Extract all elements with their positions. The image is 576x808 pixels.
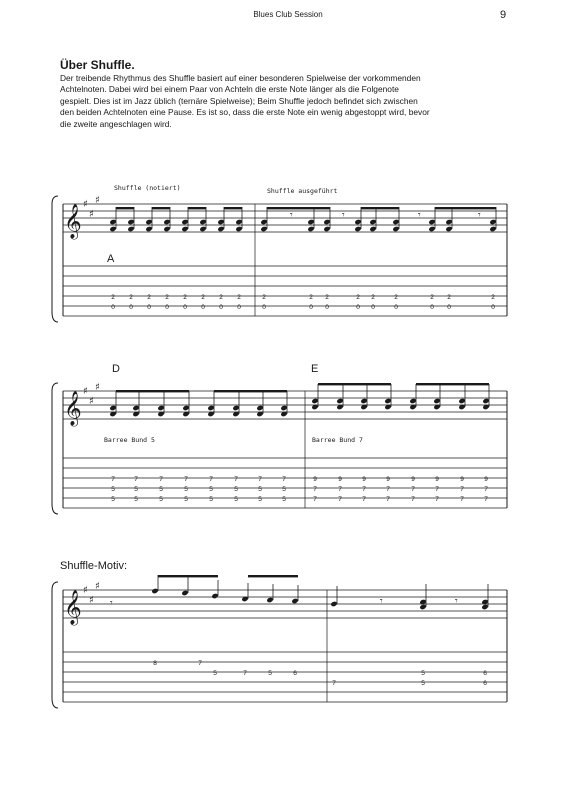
tab-number: 0 xyxy=(111,304,115,311)
tab-number: 7 xyxy=(184,476,188,483)
tab-number: 2 xyxy=(356,294,360,301)
eighth-rest-icon: 𝄾 xyxy=(342,210,345,221)
staff-system-1 xyxy=(52,196,507,322)
note-head xyxy=(489,226,496,232)
tab-number: 7 xyxy=(111,476,115,483)
note-head xyxy=(323,219,330,225)
note-head xyxy=(360,398,367,404)
eighth-rest-icon: 𝄾 xyxy=(478,210,481,221)
barree-label: Barree Bund 5 xyxy=(104,436,155,444)
beam xyxy=(116,390,189,392)
intro-line: Achtelnoten. Dabei wird bei einem Paar von Achteln die erste Note länger als die Folgenote xyxy=(60,84,399,95)
tab-number: 0 xyxy=(262,304,266,311)
notation-staff xyxy=(63,590,507,618)
tab-number: 5 xyxy=(421,670,425,677)
tab-number: 2 xyxy=(262,294,266,301)
tab-number: 5 xyxy=(209,486,213,493)
tab-number: 7 xyxy=(484,496,488,503)
svg-text:♯: ♯ xyxy=(83,199,88,210)
tab-number: 7 xyxy=(198,660,202,667)
intro-line: den beiden Achtelnoten eine Pause. Es ist so, dass die erste Note ein wenig abgestoppt wird, bevor xyxy=(60,107,430,118)
tab-number: 5 xyxy=(184,486,188,493)
tab-number: 0 xyxy=(183,304,187,311)
system-brace xyxy=(52,196,58,322)
note-head xyxy=(181,219,188,225)
tab-number: 7 xyxy=(258,476,262,483)
note-head xyxy=(109,405,116,411)
note-head xyxy=(235,219,242,225)
tab-number: 5 xyxy=(184,496,188,503)
intro-line: die zweite angeschlagen wird. xyxy=(60,118,172,129)
staff-system-2 xyxy=(52,383,507,514)
tab-number: 0 xyxy=(371,304,375,311)
beam xyxy=(214,390,287,392)
note-head xyxy=(291,598,298,604)
note-head xyxy=(369,219,376,225)
tab-number: 7 xyxy=(159,476,163,483)
tab-number: 9 xyxy=(362,476,366,483)
note-head xyxy=(109,226,116,232)
note-head xyxy=(235,226,242,232)
note-head xyxy=(145,226,152,232)
beam xyxy=(224,207,242,209)
tab-number: 5 xyxy=(111,486,115,493)
tab-number: 2 xyxy=(183,294,187,301)
tab-number: 5 xyxy=(258,486,262,493)
tab-number: 2 xyxy=(201,294,205,301)
tab-number: 7 xyxy=(411,486,415,493)
note-head xyxy=(127,226,134,232)
tab-number: 5 xyxy=(282,496,286,503)
tab-number: 7 xyxy=(484,486,488,493)
tab-number: 0 xyxy=(165,304,169,311)
tab-number: 7 xyxy=(460,496,464,503)
note-head xyxy=(260,219,267,225)
note-head xyxy=(280,405,287,411)
eighth-rest-icon: 𝄾 xyxy=(380,596,383,607)
tab-number: 0 xyxy=(356,304,360,311)
beam xyxy=(416,383,489,385)
tab-number: 5 xyxy=(111,496,115,503)
svg-text:♯: ♯ xyxy=(95,581,100,592)
label-shuffle-notiert: Shuffle (notiert) xyxy=(114,184,181,192)
svg-text:♯: ♯ xyxy=(89,396,94,407)
note-head xyxy=(445,226,452,232)
beam xyxy=(158,575,218,577)
treble-clef-icon: 𝄞 xyxy=(64,391,82,426)
motif-label: Shuffle-Motiv: xyxy=(60,560,128,572)
eighth-rest-icon: 𝄾 xyxy=(455,596,458,607)
tab-number: 7 xyxy=(460,486,464,493)
note-head xyxy=(127,219,134,225)
note-head xyxy=(428,219,435,225)
key-signature-sharps-icon xyxy=(83,382,100,407)
chord-symbol: A xyxy=(107,253,115,265)
tab-number: 9 xyxy=(386,476,390,483)
note-head xyxy=(217,226,224,232)
note-head xyxy=(207,405,214,411)
beam xyxy=(318,383,391,385)
tab-number: 2 xyxy=(237,294,241,301)
note-head xyxy=(199,219,206,225)
note-head xyxy=(181,590,188,596)
tab-number: 0 xyxy=(201,304,205,311)
tab-number: 5 xyxy=(159,496,163,503)
note-head xyxy=(384,398,391,404)
note-head xyxy=(132,405,139,411)
note-head xyxy=(489,219,496,225)
eighth-rest-icon: 𝄾 xyxy=(110,598,113,609)
note-head xyxy=(151,588,158,594)
tab-number: 5 xyxy=(134,496,138,503)
tab-number: 5 xyxy=(268,670,272,677)
tab-number: 0 xyxy=(491,304,495,311)
tab-number: 7 xyxy=(338,486,342,493)
note-head xyxy=(392,219,399,225)
note-head xyxy=(266,597,273,603)
tab-numbers-layer xyxy=(111,294,495,687)
tab-number: 9 xyxy=(435,476,439,483)
note-head xyxy=(199,226,206,232)
tab-number: 7 xyxy=(243,670,247,677)
intro-line: Der treibende Rhythmus des Shuffle basiert auf einer besonderen Spielweise der vorkommenden xyxy=(60,73,421,83)
tab-number: 5 xyxy=(282,486,286,493)
tab-number: 5 xyxy=(159,486,163,493)
tab-number: 5 xyxy=(258,496,262,503)
tab-number: 7 xyxy=(209,476,213,483)
tab-number: 7 xyxy=(134,476,138,483)
tab-number: 9 xyxy=(313,476,317,483)
tab-number: 0 xyxy=(147,304,151,311)
note-head xyxy=(256,405,263,411)
tab-number: 7 xyxy=(313,486,317,493)
svg-text:♯: ♯ xyxy=(83,386,88,397)
note-head xyxy=(211,593,218,599)
tab-number: 2 xyxy=(309,294,313,301)
tab-number: 6 xyxy=(483,680,487,687)
tab-number: 2 xyxy=(491,294,495,301)
beam xyxy=(435,207,496,209)
note-head xyxy=(145,219,152,225)
tab-number: 5 xyxy=(421,680,425,687)
beam xyxy=(152,207,170,209)
tab-number: 6 xyxy=(293,670,297,677)
tab-number: 0 xyxy=(237,304,241,311)
key-signature-sharps-icon xyxy=(83,195,100,220)
tab-number: 2 xyxy=(165,294,169,301)
note-head xyxy=(232,405,239,411)
eighth-rest-icon: 𝄾 xyxy=(290,210,293,221)
tab-number: 2 xyxy=(129,294,133,301)
chord-symbol: D xyxy=(112,363,120,375)
tab-number: 5 xyxy=(234,496,238,503)
tab-number: 2 xyxy=(430,294,434,301)
tab-number: 7 xyxy=(362,496,366,503)
tab-number: 7 xyxy=(386,486,390,493)
tab-number: 0 xyxy=(325,304,329,311)
note-head xyxy=(163,226,170,232)
note-head xyxy=(217,219,224,225)
note-head xyxy=(307,226,314,232)
tab-number: 7 xyxy=(411,496,415,503)
tab-number: 7 xyxy=(435,496,439,503)
tab-number: 5 xyxy=(234,486,238,493)
tab-number: 8 xyxy=(153,660,157,667)
svg-text:♯: ♯ xyxy=(95,195,100,206)
note-head xyxy=(482,398,489,404)
chord-symbol: E xyxy=(311,363,319,375)
intro-line: gespielt. Dies ist im Jazz üblich (ternäre Spielweise); Beim Shuffle jedoch befindet sich zwischen xyxy=(60,95,418,106)
svg-text:♯: ♯ xyxy=(83,585,88,596)
tab-number: 9 xyxy=(460,476,464,483)
note-head xyxy=(354,226,361,232)
svg-text:♯: ♯ xyxy=(95,382,100,393)
tab-number: 2 xyxy=(394,294,398,301)
note-head xyxy=(181,226,188,232)
beam xyxy=(116,207,134,209)
note-head xyxy=(354,219,361,225)
system-brace xyxy=(52,383,58,514)
eighth-rest-icon: 𝄾 xyxy=(418,210,421,221)
tab-number: 2 xyxy=(325,294,329,301)
key-signature-sharps-icon xyxy=(83,581,100,606)
label-shuffle-ausgefuehrt: Shuffle ausgeführt xyxy=(267,187,338,195)
note-head xyxy=(311,398,318,404)
note-head xyxy=(458,398,465,404)
tab-number: 2 xyxy=(447,294,451,301)
tab-number: 2 xyxy=(111,294,115,301)
note-head xyxy=(307,219,314,225)
note-head xyxy=(336,398,343,404)
tab-number: 7 xyxy=(362,486,366,493)
note-head xyxy=(409,398,416,404)
note-head xyxy=(419,604,426,610)
note-head xyxy=(157,405,164,411)
note-head xyxy=(182,405,189,411)
tab-number: 0 xyxy=(309,304,313,311)
tab-number: 9 xyxy=(338,476,342,483)
tab-number: 9 xyxy=(411,476,415,483)
system-brace xyxy=(52,582,58,708)
svg-text:♯: ♯ xyxy=(89,595,94,606)
tab-number: 7 xyxy=(435,486,439,493)
note-head xyxy=(392,226,399,232)
section-title: Über Shuffle. xyxy=(60,58,135,72)
beam xyxy=(248,575,298,577)
tab-number: 7 xyxy=(234,476,238,483)
treble-clef-icon: 𝄞 xyxy=(64,590,82,625)
note-head xyxy=(369,226,376,232)
notes-layer xyxy=(109,207,496,610)
note-head xyxy=(330,601,337,607)
beam xyxy=(361,207,399,209)
tab-number: 6 xyxy=(483,670,487,677)
tab-number: 2 xyxy=(147,294,151,301)
note-head xyxy=(260,226,267,232)
treble-clef-icon: 𝄞 xyxy=(64,204,82,239)
tab-number: 5 xyxy=(134,486,138,493)
tab-number: 7 xyxy=(313,496,317,503)
note-head xyxy=(428,226,435,232)
tab-number: 0 xyxy=(129,304,133,311)
tab-number: 0 xyxy=(447,304,451,311)
tab-number: 7 xyxy=(386,496,390,503)
tab-number: 5 xyxy=(213,670,217,677)
running-header: Blues Club Session xyxy=(253,10,323,19)
note-head xyxy=(481,604,488,610)
barree-label: Barree Bund 7 xyxy=(312,436,363,444)
tab-number: 0 xyxy=(394,304,398,311)
tab-number: 2 xyxy=(371,294,375,301)
beam xyxy=(188,207,206,209)
tab-number: 7 xyxy=(332,680,336,687)
tab-number: 9 xyxy=(484,476,488,483)
svg-text:♯: ♯ xyxy=(89,209,94,220)
staff-system-3 xyxy=(52,582,507,708)
note-head xyxy=(433,398,440,404)
page-number: 9 xyxy=(500,9,507,21)
beam xyxy=(267,207,330,209)
tab-number: 5 xyxy=(209,496,213,503)
note-head xyxy=(163,219,170,225)
tab-staff xyxy=(63,652,507,702)
tab-number: 0 xyxy=(430,304,434,311)
note-head xyxy=(109,219,116,225)
note-head xyxy=(445,219,452,225)
tab-number: 0 xyxy=(219,304,223,311)
tab-number: 7 xyxy=(282,476,286,483)
tab-number: 7 xyxy=(338,496,342,503)
tab-number: 2 xyxy=(219,294,223,301)
note-head xyxy=(323,226,330,232)
